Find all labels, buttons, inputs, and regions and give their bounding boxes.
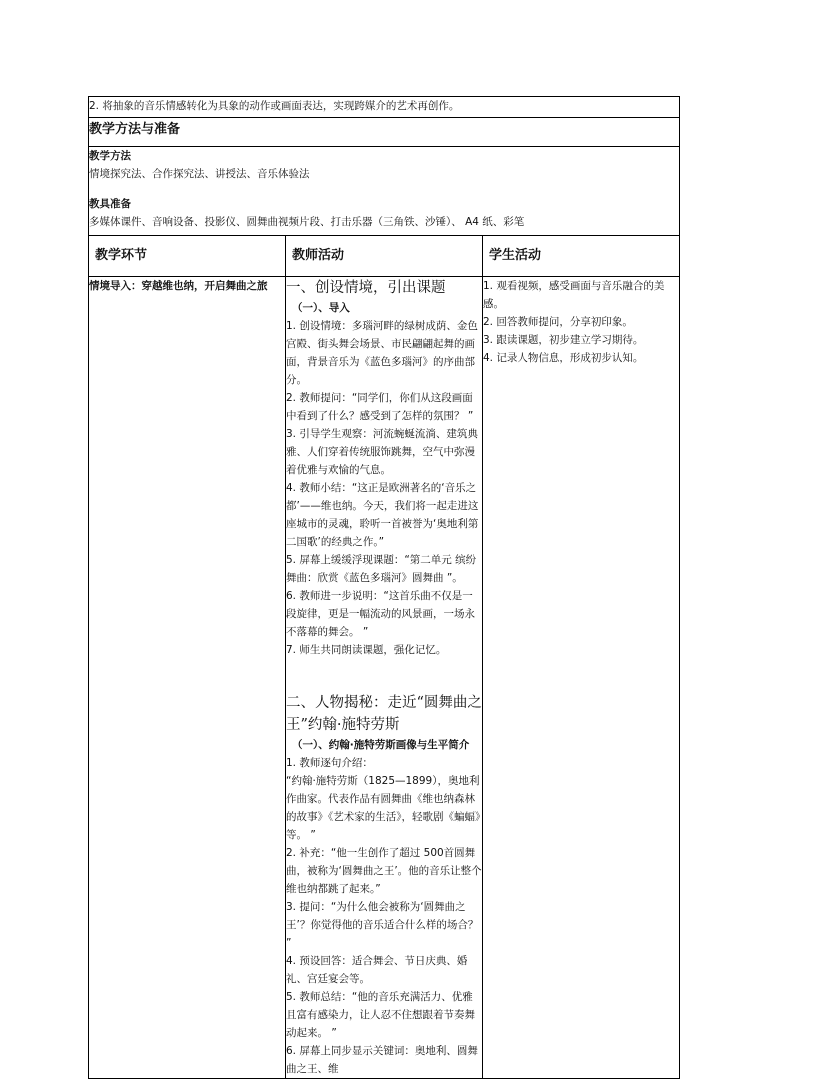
section1-item: 2. 教师提问：“同学们，你们从这段画面中看到了什么？感受到了怎样的氛围？ ”	[286, 392, 474, 422]
header-teacher: 教师活动	[286, 236, 483, 277]
section1-item: 7. 师生共同朗读课题，强化记忆。	[286, 644, 447, 656]
student-item: 4. 记录人物信息，形成初步认知。	[483, 352, 644, 364]
section1-title: 一、创设情境，引出课题	[286, 280, 446, 296]
section1-subtitle: （一）、导入	[292, 302, 350, 314]
activity-row	[89, 277, 680, 1079]
methods-label: 教学方法	[89, 150, 131, 162]
section2-item: 1. 教师逐句介绍：	[286, 757, 373, 769]
section1-item: 4. 教师小结：“这正是欧洲著名的‘音乐之都’——维也纳。今天，我们将一起走进这座城市的灵魂，聆听一首被誉为‘奥地利第二国歌’的经典之作。”	[286, 482, 479, 548]
methods-content-row	[89, 147, 680, 236]
section1-list	[286, 317, 482, 659]
section2-list	[286, 754, 482, 1078]
section2-item: 4. 预设回答：适合舞会、节日庆典、婚礼、宫廷宴会等。	[286, 955, 468, 985]
student-item: 1. 观看视频，感受画面与音乐融合的美感。	[483, 280, 665, 310]
section1-item: 3. 引导学生观察：河流蜿蜒流淌、建筑典雅、人们穿着传统服饰跳舞，空气中弥漫着优雅与欢愉的气息。	[286, 428, 478, 476]
student-item: 3. 跟读课题，初步建立学习期待。	[483, 334, 644, 346]
section2-title: 二、人物揭秘：走近“圆舞曲之王”约翰·施特劳斯	[286, 695, 482, 733]
section1-item: 1. 创设情境：多瑙河畔的绿树成荫、金色宫殿、街头舞会场景、市民翩翩起舞的画面，背景音乐为《蓝色多瑙河》的序曲部分。	[286, 320, 478, 386]
goal-line: 2. 将抽象的音乐情感转化为具象的动作或画面表达，实现跨媒介的艺术再创作。	[89, 97, 680, 118]
methods-text: 情境探究法、合作探究法、讲授法、音乐体验法	[89, 168, 310, 180]
section2-item: 2. 补充：“他一生创作了超过 500首圆舞曲，被称为‘圆舞曲之王’。他的音乐让整个维也纳都跳了起来。”	[286, 847, 482, 895]
tools-label: 教具准备	[89, 198, 131, 210]
table-header-row	[89, 236, 680, 277]
section2-item: 6. 屏幕上同步显示关键词：奥地利、圆舞曲之王、维	[286, 1045, 478, 1075]
student-activity	[483, 277, 680, 1079]
section1-item: 5. 屏幕上缓缓浮现课题：“第二单元 缤纷舞曲：欣赏《蓝色多瑙河》圆舞曲 ”。	[286, 554, 477, 584]
header-phase: 教学环节	[89, 236, 286, 277]
tools-text: 多媒体课件、音响设备、投影仪、圆舞曲视频片段、打击乐器（三角铁、沙锤）、 A4 纸、彩笔	[89, 216, 525, 228]
document-page	[88, 96, 680, 1079]
section1-item: 6. 教师进一步说明：“这首乐曲不仅是一段旋律，更是一幅流动的风景画，一场永不落幕的舞会。 ”	[286, 590, 475, 638]
student-item: 2. 回答教师提问，分享初印象。	[483, 316, 633, 328]
methods-content	[89, 147, 680, 236]
phase-label: 情境导入：穿越维也纳，开启舞曲之旅	[89, 277, 286, 1079]
goal-row	[89, 97, 680, 118]
section2-item: 3. 提问：“为什么他会被称为‘圆舞曲之王’？你觉得他的音乐适合什么样的场合？ ”	[286, 901, 479, 949]
section2-subtitle: （一）、约翰·施特劳斯画像与生平简介	[292, 739, 470, 751]
methods-title-row	[89, 118, 680, 147]
teacher-activity	[286, 277, 483, 1079]
header-student: 学生活动	[483, 236, 680, 277]
methods-section-title: 教学方法与准备	[89, 118, 680, 147]
section2-item: 5. 教师总结：“他的音乐充满活力、优雅且富有感染力，让人忍不住想跟着节奏舞动起来。 ”	[286, 991, 475, 1039]
lesson-plan-table	[88, 96, 680, 1079]
section2-item: “约翰·施特劳斯（1825—1899），奥地利作曲家。代表作品有圆舞曲《维也纳森林的故事》《艺术家的生活》，轻歌剧《蝙蝠》等。 ”	[286, 775, 481, 841]
